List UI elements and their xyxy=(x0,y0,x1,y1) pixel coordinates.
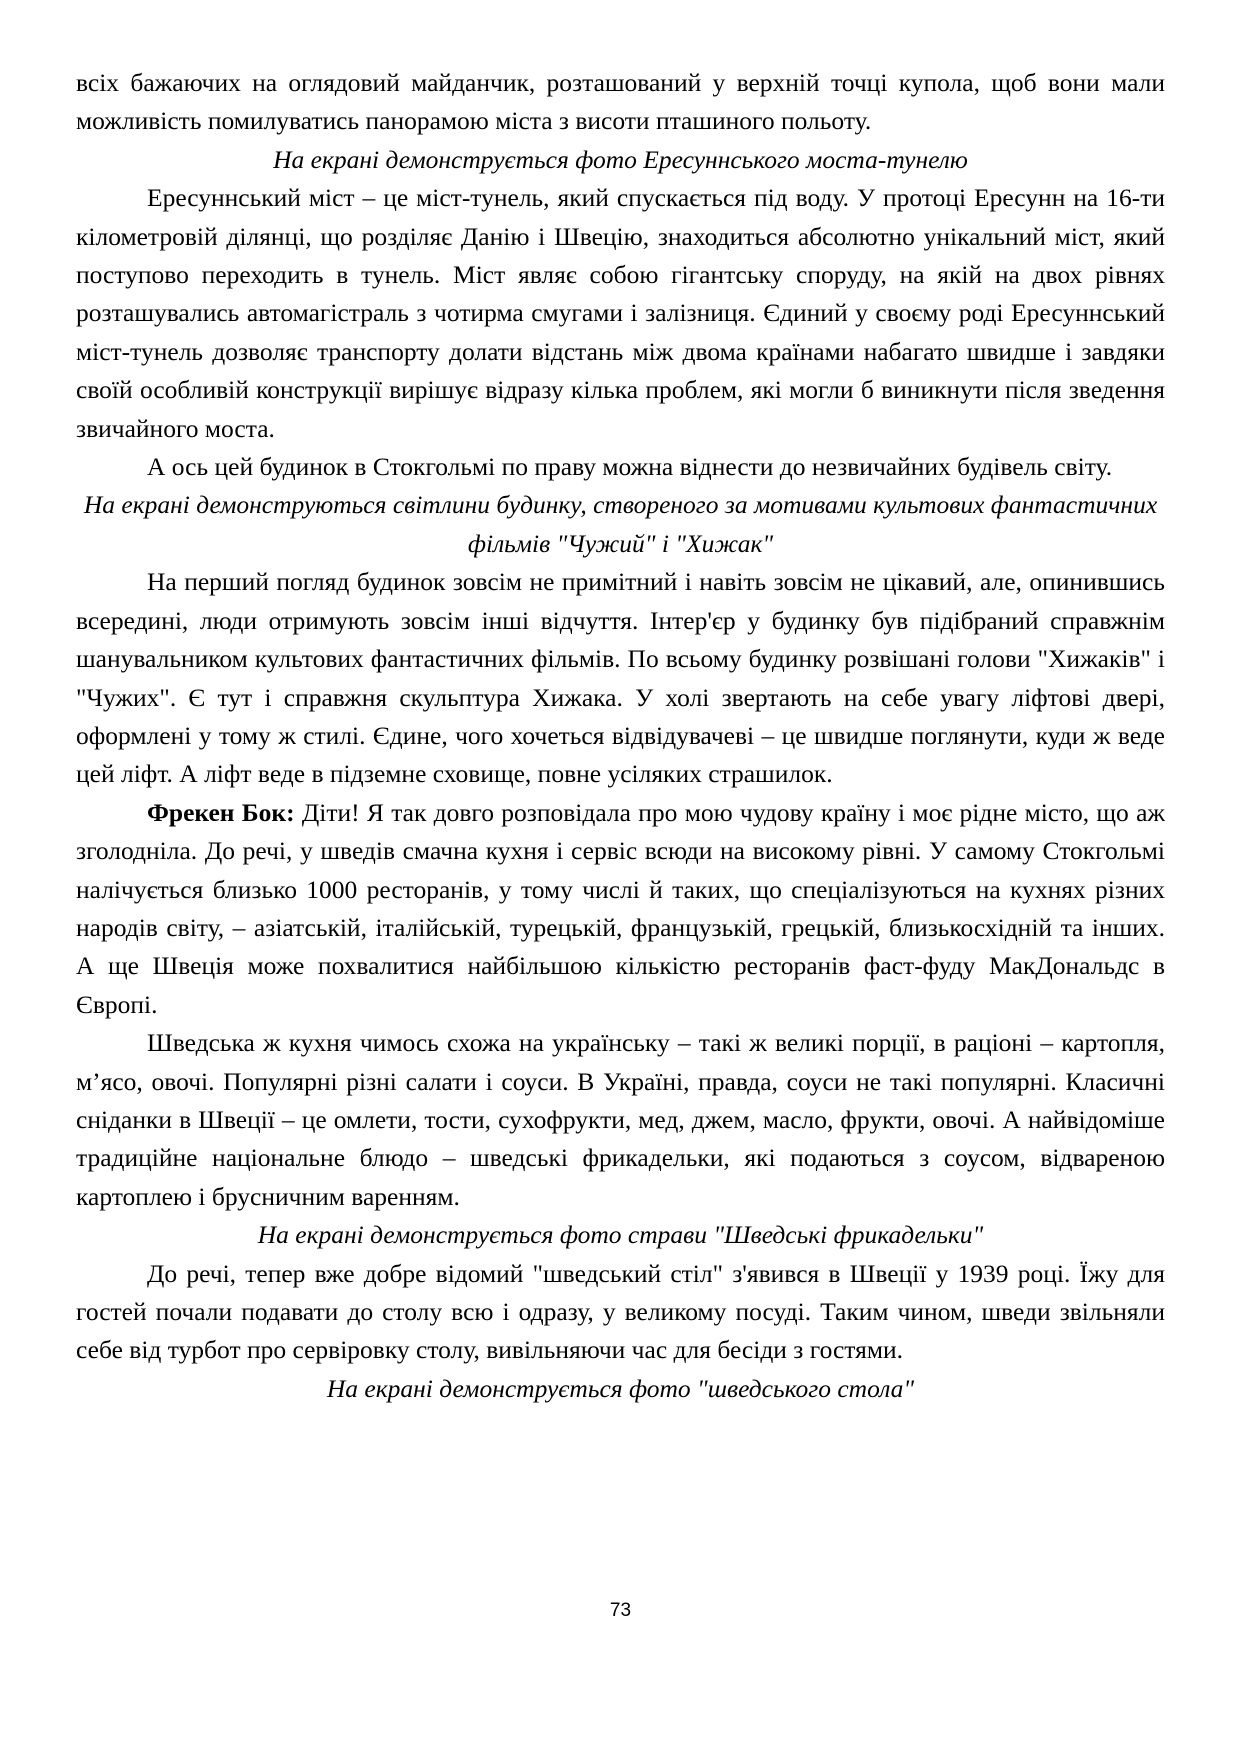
document-page xyxy=(76,64,1165,1408)
stage-direction: На екрані демонструється фото Ересуннського моста-тунелю xyxy=(273,144,968,174)
stage-direction: На екрані демонструється фото страви "Шведські фрикадельки" xyxy=(257,1220,984,1250)
body-paragraph: А ось цей будинок в Стокгольмі по праву можна віднести до незвичайних будівель світу. xyxy=(147,452,1113,482)
body-paragraph: На перший погляд будинок зовсім не примітний і навіть зовсім не цікавий, але, опинившись всередині, люди отримують зовсім інші відчуття. Інтер'єр у будинку був підібраний справжнім шанувальником культових фантастичних фільмів. По всьому будинку розвішані голови "Хижаків" і "Чужих". Є тут і справжня скульптура Хижака. У холі звертають на себе увагу ліфтові двері, оформлені у тому ж стилі. Єдине, чого хочеться відвідувачеві – це швидше поглянути, куди ж веде цей ліфт. А ліфт веде в підземне сховище, повне усіляких страшилок. xyxy=(76,567,1165,789)
speech-text: Діти! Я так довго розповідала про мою чудову країну і моє рідне місто, що аж зголодніла. До речі, у шведів смачна кухня і сервіс всюди на високому рівні. У самому Стокгольмі налічується близько 1000 ресторанів, у тому числі й таких, що спеціалізуються на кухнях різних народів світу, – азіатській, італійській, турецькій, французькій, грецькій, близькосхідній та інших. А ще Швеція може похвалитися найбільшою кількістю ресторанів фаст-фуду МакДональдс в Європі. xyxy=(76,797,1166,1019)
stage-direction: На екрані демонструються світлини будинку, створеного за мотивами культових фантастичних фільмів "Чужий" і "Хижак" xyxy=(83,490,1158,558)
page-number: 73 xyxy=(609,1600,632,1621)
stage-direction: На екрані демонструється фото "шведського стола" xyxy=(326,1373,915,1403)
body-paragraph: Ересуннський міст – це міст-тунель, який спускається під воду. У протоці Ересунн на 16-ти кілометровій ділянці, що розділяє Данію і Швецію, знаходиться абсолютно унікальний міст, який поступово переходить в тунель. Міст являє собою гігантську споруду, на якій на двох рівнях розташувались автомагістраль з чотирма смугами і залізниця. Єдиний у своєму роді Ересуннський міст-тунель дозволяє транспорту долати відстань між двома країнами набагато швидше і завдяки своїй особливій конструкції вирішує відразу кілька проблем, які могли б виникнути після зведення звичайного моста. xyxy=(76,183,1165,443)
body-paragraph: Шведська ж кухня чимось схожа на українську – такі ж великі порції, в раціоні – картопля, м’ясо, овочі. Популярні різні салати і соуси. В Україні, правда, соуси не такі популярні. Класичні сніданки в Швеції – це омлети, тости, сухофрукти, мед, джем, масло, фрукти, овочі. А найвідоміше традиційне національне блюдо – шведські фрикадельки, які подаються з соусом, відвареною картоплею і брусничним варенням. xyxy=(76,1028,1165,1211)
speaker-name: Фрекен Бок: xyxy=(147,797,295,827)
speech-paragraph xyxy=(76,794,1165,1024)
body-paragraph: всіх бажаючих на оглядовий майданчик, розташований у верхній точці купола, щоб вони мали можливість помилуватись панорамою міста з висоти пташиного польоту. xyxy=(76,68,1165,136)
body-paragraph: До речі, тепер вже добре відомий "шведський стіл" з'явився в Швеції у 1939 році. Їжу для гостей почали подавати до столу всю і одразу, у великому посуді. Таким чином, шведи звільняли себе від турбот про сервіровку столу, вивільняючи час для бесіди з гостями. xyxy=(76,1258,1165,1365)
